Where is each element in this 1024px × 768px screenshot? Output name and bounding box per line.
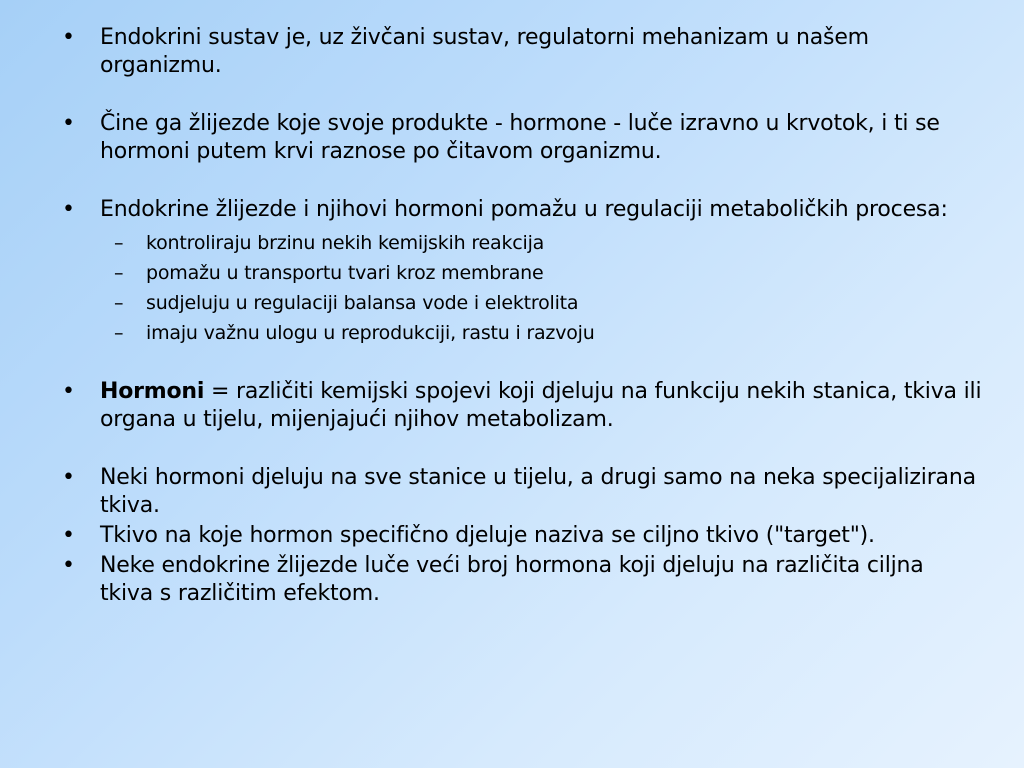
sub-item <box>100 228 982 258</box>
bold-term: Hormoni <box>100 379 205 404</box>
sub-text: imaju važnu ulogu u reprodukciji, rastu i razvoju <box>146 322 595 344</box>
sub-text: pomažu u transportu tvari kroz membrane <box>146 262 544 284</box>
sub-text: sudjeluju u regulaciji balansa vode i elektrolita <box>146 292 579 314</box>
sub-marker: – <box>114 292 124 314</box>
bullet-marker: • <box>62 379 75 404</box>
bullet-item <box>62 24 982 80</box>
bullet-item <box>62 464 982 520</box>
bullet-marker: • <box>62 465 75 490</box>
bullet-marker: • <box>62 553 75 578</box>
bullet-item <box>62 522 982 550</box>
bullet-text: Neki hormoni djeluju na sve stanice u tijelu, a drugi samo na neka specijalizirana tkiva. <box>100 465 976 518</box>
bullet-marker: • <box>62 25 75 50</box>
bullet-text: Tkivo na koje hormon specifično djeluje naziva se ciljno tkivo ("target"). <box>100 523 875 548</box>
bullet-item <box>62 196 982 348</box>
sub-item <box>100 318 982 348</box>
bullet-marker: • <box>62 523 75 548</box>
bullet-text: Endokrini sustav je, uz živčani sustav, regulatorni mehanizam u našem organizmu. <box>100 25 869 78</box>
bullet-marker: • <box>62 197 75 222</box>
bullet-item <box>62 110 982 166</box>
sub-list <box>100 228 982 348</box>
sub-item <box>100 288 982 318</box>
bullet-list <box>62 24 982 608</box>
bullet-text: Neke endokrine žlijezde luče veći broj hormona koji djeluju na različita ciljna tkiva s različitim efektom. <box>100 553 924 606</box>
sub-text: kontroliraju brzinu nekih kemijskih reakcija <box>146 232 545 254</box>
sub-marker: – <box>114 322 124 344</box>
bullet-text: = različiti kemijski spojevi koji djeluju na funkciju nekih stanica, tkiva ili organa u tijelu, mijenjajući njihov metabolizam. <box>100 379 982 432</box>
bullet-text: Čine ga žlijezde koje svoje produkte - hormone - luče izravno u krvotok, i ti se hormoni putem krvi raznose po čitavom organizmu. <box>100 111 940 164</box>
sub-item <box>100 258 982 288</box>
bullet-marker: • <box>62 111 75 136</box>
sub-marker: – <box>114 262 124 284</box>
bullet-item <box>62 552 982 608</box>
bullet-text: Endokrine žlijezde i njihovi hormoni pomažu u regulaciji metaboličkih procesa: <box>100 197 948 222</box>
bullet-item <box>62 378 982 434</box>
sub-marker: – <box>114 232 124 254</box>
